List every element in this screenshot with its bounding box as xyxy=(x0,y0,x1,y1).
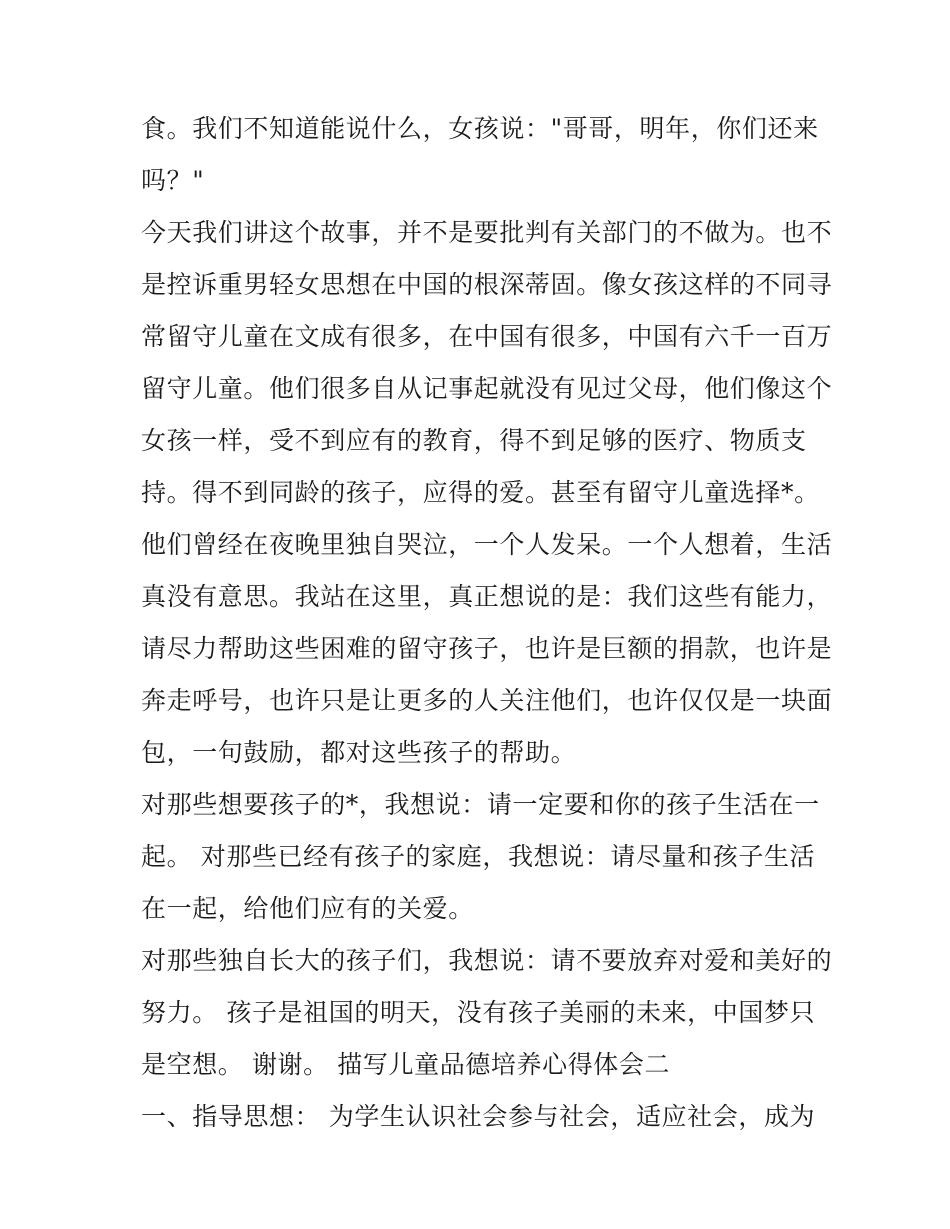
text-line: 持。得不到同龄的孩子，应得的爱。甚至有留守儿童选择*。 xyxy=(141,478,820,507)
text-line: 留守儿童。他们很多自从记事起就没有见过父母，他们像这个 xyxy=(141,374,833,403)
text-line: 真没有意思。我站在这里，真正想说的是：我们这些有能力， xyxy=(141,582,833,611)
text-line: 包，一句鼓励，都对这些孩子的帮助。 xyxy=(141,738,577,767)
text-line: 女孩一样，受不到应有的教育，得不到足够的医疗、物质支 xyxy=(141,426,807,455)
text-line: 请尽力帮助这些困难的留守孩子，也许是巨额的捐款，也许是 xyxy=(141,634,833,663)
text-line: 奔走呼号，也许只是让更多的人关注他们，也许仅仅是一块面 xyxy=(141,686,833,715)
text-line: 吗？" xyxy=(141,166,205,195)
text-line: 是空想。 谢谢。 描写儿童品德培养心得体会二 xyxy=(141,1050,671,1079)
text-line: 在一起，给他们应有的关爱。 xyxy=(141,894,474,923)
text-line: 一、指导思想： 为学生认识社会参与社会，适应社会，成为 xyxy=(141,1102,816,1131)
text-line: 食。我们不知道能说什么，女孩说："哥哥，明年，你们还来 xyxy=(141,114,819,143)
text-line: 常留守儿童在文成有很多，在中国有很多，中国有六千一百万 xyxy=(141,322,833,351)
text-line: 起。 对那些已经有孩子的家庭，我想说：请尽量和孩子生活 xyxy=(141,842,816,871)
text-line: 今天我们讲这个故事，并不是要批判有关部门的不做为。也不 xyxy=(141,218,833,247)
text-line: 对那些想要孩子的*，我想说：请一定要和你的孩子生活在一 xyxy=(141,790,820,819)
text-line: 努力。 孩子是祖国的明天，没有孩子美丽的未来，中国梦只 xyxy=(141,998,816,1027)
text-line: 是控诉重男轻女思想在中国的根深蒂固。像女孩这样的不同寻 xyxy=(141,270,833,299)
text-line: 对那些独自长大的孩子们，我想说：请不要放弃对爱和美好的 xyxy=(141,946,833,975)
text-line: 他们曾经在夜晚里独自哭泣，一个人发呆。一个人想着，生活 xyxy=(141,530,833,559)
